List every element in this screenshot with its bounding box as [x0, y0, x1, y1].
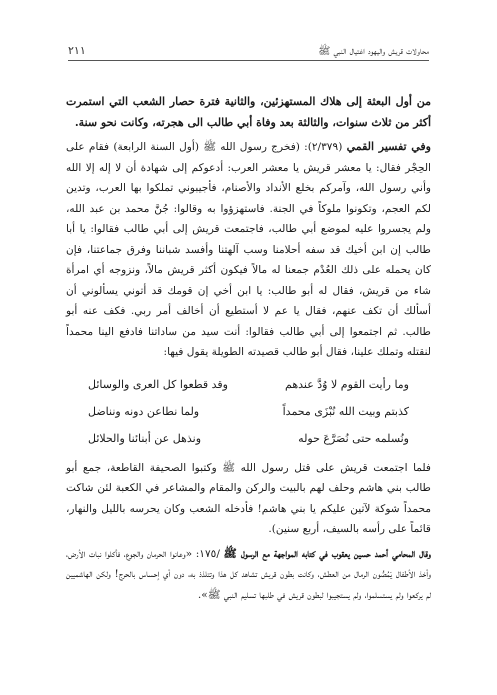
paragraph-sahifa: فلما اجتمعت قريش على قتل رسول الله ﷺ وكتبوا الصحيفة القاطعة، جمع أبو طالب بني هاشم وحلف لهم بالبيت والركن والمقام والمشاعر في الكعبة لئن شاكت محمداً شوكة لآتين عليكم يا بني هاشم! فأدخله الشعب وكان يحرسه بالليل والنهار، قائماً على رأسه بالسيف، أربع سنين).: [66, 461, 431, 535]
verse-3-first-hemistich: ونُسلمه حتى نُصَرَّعَ حوله: [298, 431, 409, 445]
verse-2-second-hemistich: ولما نطاعن دونه ونناضل: [88, 404, 200, 418]
page-number: ٢١١: [68, 44, 86, 57]
poem: [88, 371, 409, 452]
qummi-text: (٢/٣٧٩): (فخرج رسول الله ﷺ (أول السنة الرابعة) فقام على الحِجْر فقال: يا معشر قريش يا معشر العرب: أدعوكم إلى شهادة أن لا إله إلا الله وأني رسول الله، وآمركم بخلع الأنداد والأصنام، فأجيبوني تملكوا بها العرب، وتدين لكم العجم، وتكونوا ملوكاً في الجنة. فاستهزؤوا به وقالوا: جُنَّ محمد بن عبد الله، ولم يجسروا عليه لموضع أبي طالب، فاجتمعت قريش إلى أبي طالب فقالوا: يا أبا طالب إن ابن أخيك قد سفه أحلامنا وسب آلهتنا وأفسد شباننا وفرق جماعتنا، فإن كان يحمله على ذلك العُدْم جمعنا له مالاً فيكون أكثر قريش مالاً، ونزوجه أي امرأة شاء من قريش، فقال له أبو طالب: يا ابن أخي إن قومك قد أتوني يسألوني أن أسألك أن تكف عنهم، فقال يا عم لا أستطيع أن أخالف أمر ربي. فكف عنه أبو طالب. ثم اجتمعوا إلى أبي طالب فقالوا: أنت سيد من ساداتنا فادفع الينا محمداً لنقتله وتملك علينا، فقال أبو طالب قصيدته الطويلة يقول فيها:: [66, 141, 431, 358]
verse-3-second-hemistich: ونذهل عن أبنائنا والحلائل: [88, 431, 202, 445]
verse-1-first-hemistich: وما رأيت القوم لا وُدَّ عندهم: [285, 377, 409, 391]
paragraph-qummi: [66, 137, 431, 363]
page-body: [66, 92, 431, 605]
yaqub-text: /١٧٥: «وعانوا الحرمان والجوع، فأكلوا نبات الأرض، وأخذ الأطفال يَمُصُّون الرمال من العطش، وكانت بطون قريش تشاهد كل هذا وتتلذذ به، دون أي إحساس بالحرج! ولكن الهاشميين لم يركعوا ولم يستسلموا، ولم يستجيبوا لبطون قريش في طلبها تسليم النبي ﷺ».: [66, 547, 431, 601]
header-rule: [68, 60, 429, 61]
verse-1-second-hemistich: وقد قطعوا كل العرى والوسائل: [88, 377, 228, 391]
paragraph-yaqub: [66, 544, 431, 606]
paragraph-intro: من أول البعثة إلى هلاك المستهزئين، والثانية فترة حصار الشعب التي استمرت أكثر من ثلاث سنوات، والثالثة بعد وفاة أبي طالب الى هجرته، وكانت نحو سنة.: [66, 95, 431, 129]
poem-verse-2: [88, 398, 409, 425]
poem-verse-1: [88, 371, 409, 398]
running-header: [68, 44, 429, 59]
qummi-lead: وفي تفسير القمي: [346, 140, 431, 153]
verse-2-first-hemistich: كذبتم وبيت الله نُبْزَى محمداً: [282, 404, 409, 418]
yaqub-lead: وقال المحامي أحمد حسين يعقوب في كتابه المواجهة مع الرسول ﷺ: [223, 546, 431, 560]
running-title: محاولات قريش واليهود اغتيال النبي ﷺ: [318, 46, 429, 57]
poem-verse-3: [88, 425, 409, 452]
